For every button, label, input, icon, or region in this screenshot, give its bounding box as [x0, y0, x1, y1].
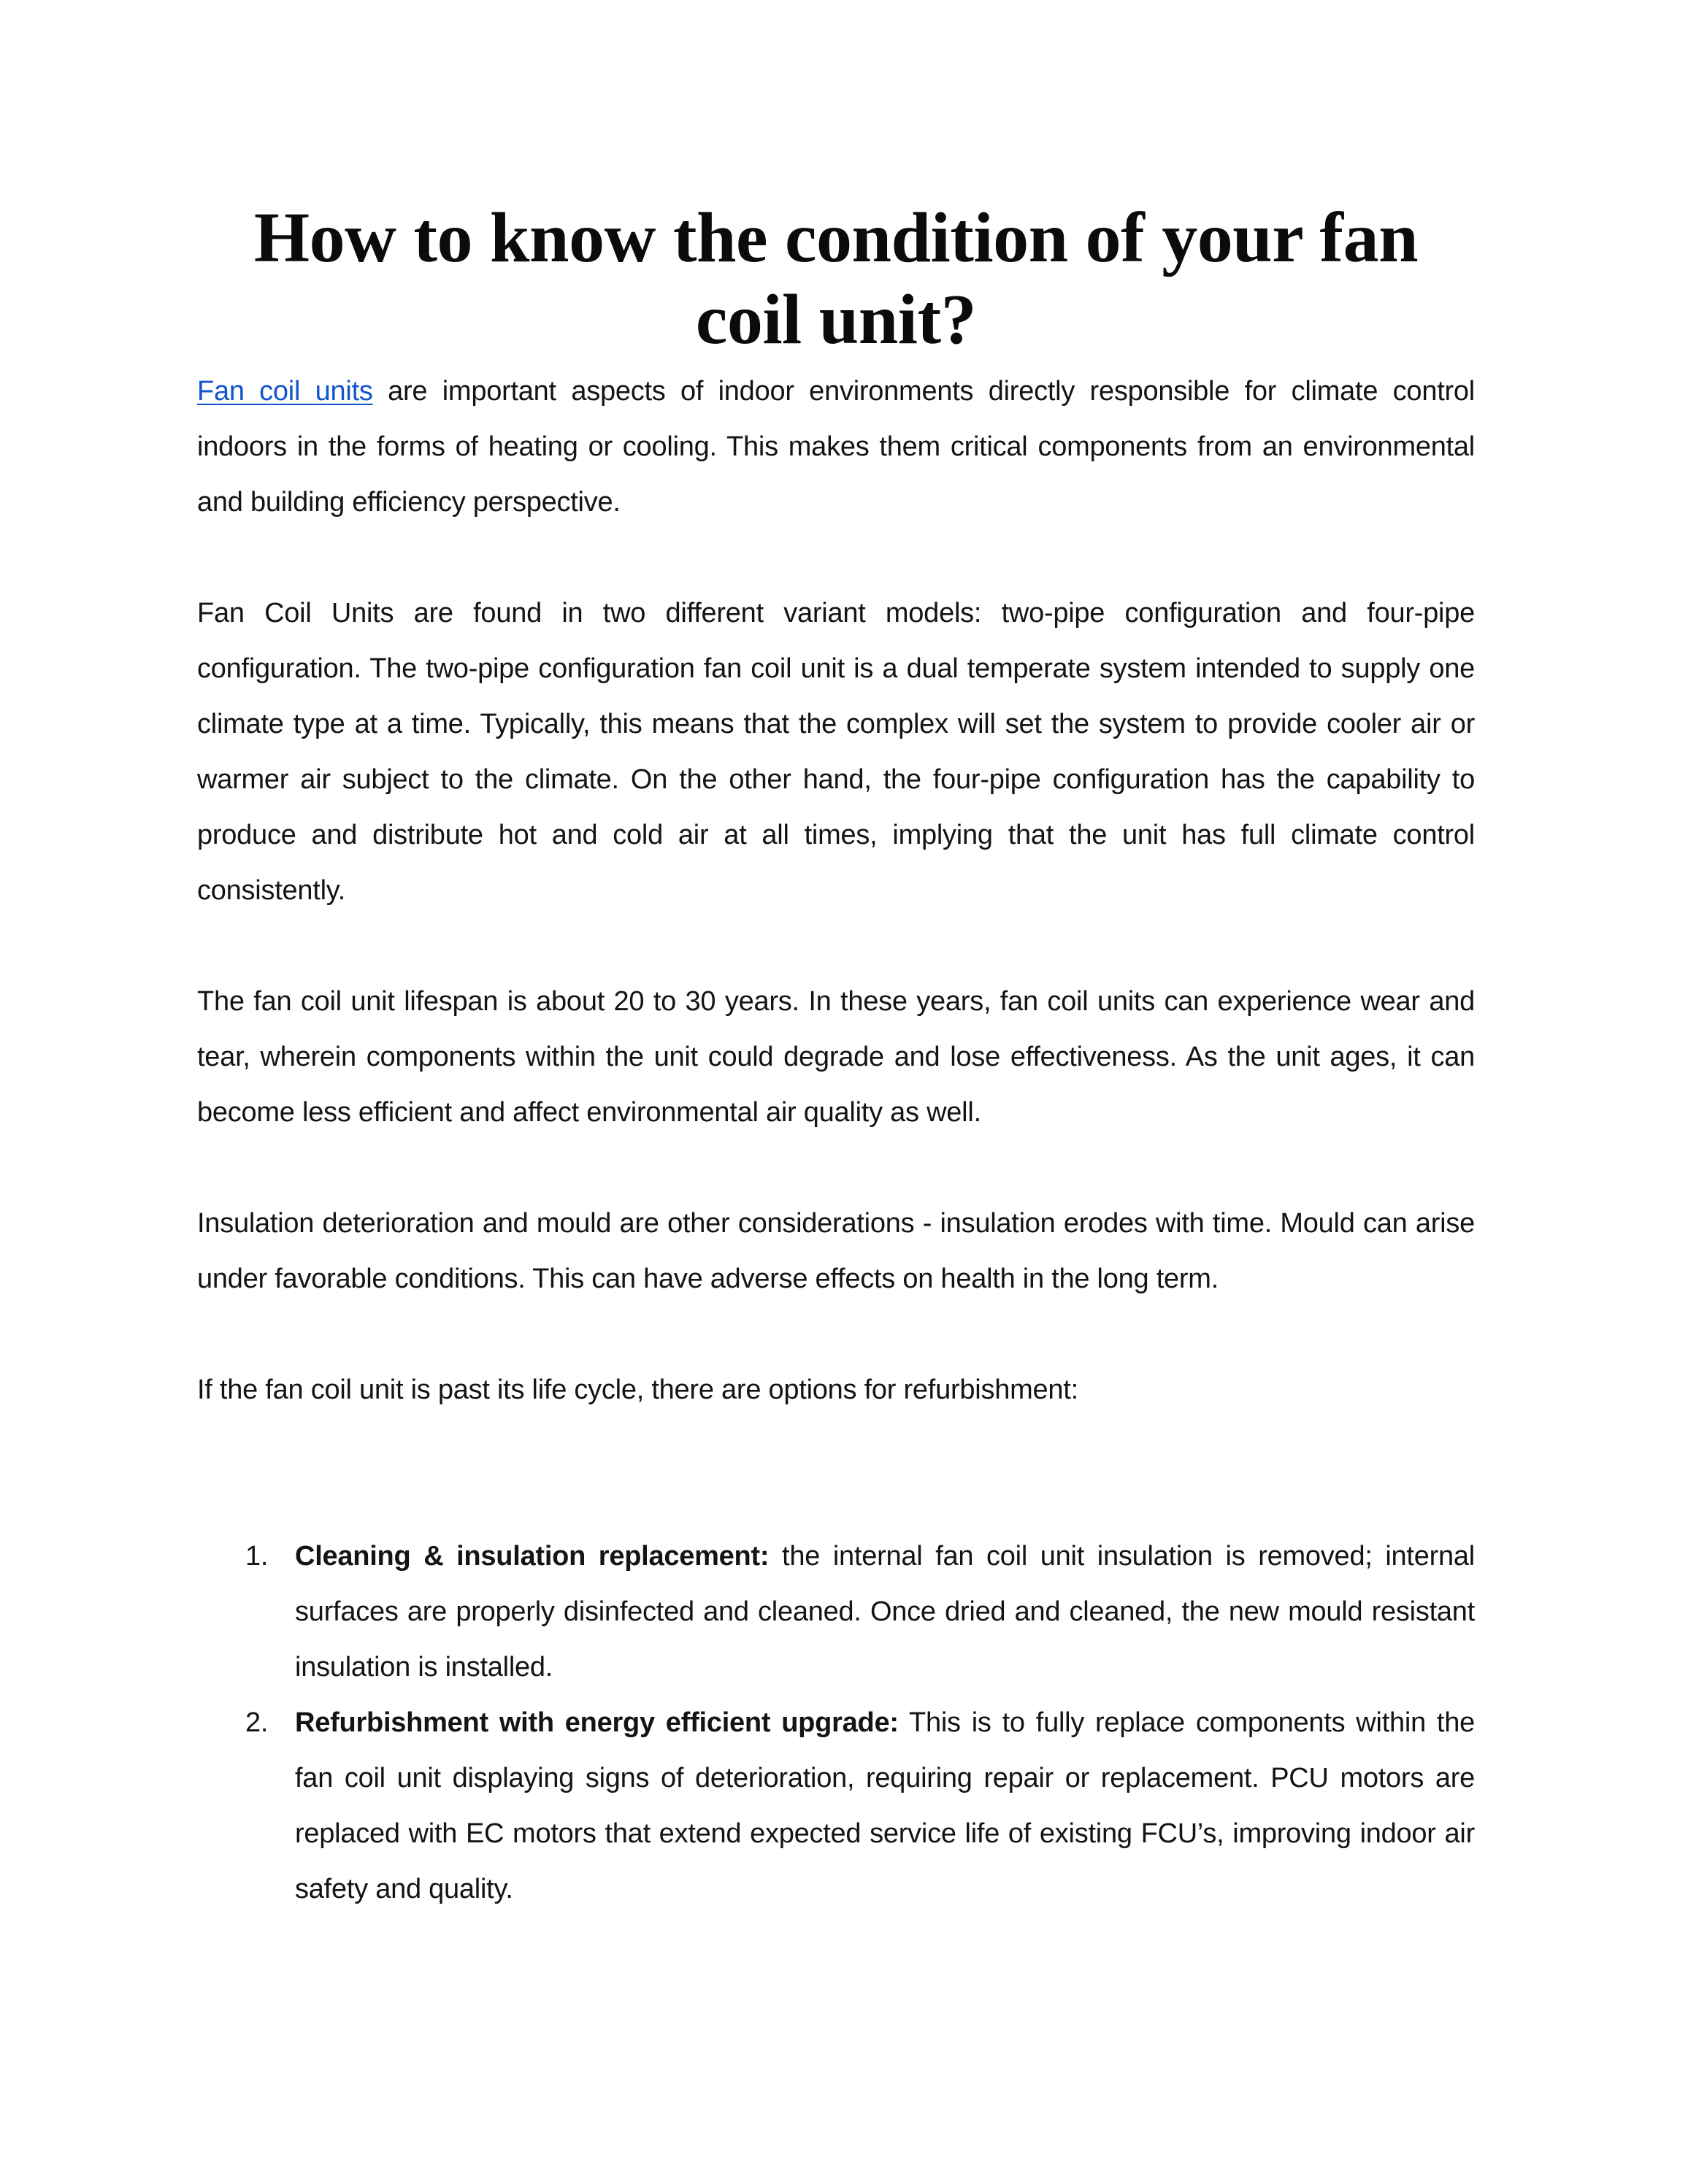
list-item-title: Refurbishment with energy efficient upgrade: — [295, 1707, 899, 1738]
document-content — [197, 197, 1475, 1917]
refurbishment-options-list — [197, 1529, 1475, 1917]
list-number: 1. — [245, 1541, 269, 1572]
variant-models-paragraph: Fan Coil Units are found in two different variant models: two-pipe configuration and four-pipe configuration. The two-pipe configuration fan coil unit is a dual temperate system intended to supply one climate type at a time. Typically, this means that the complex will set the system to provide cooler air or warmer air subject to the climate. On the other hand, the four-pipe configuration has the capability to produce and distribute hot and cold air at all times, implying that the unit has full climate control consistently. — [197, 598, 1475, 906]
insulation-mould-paragraph: Insulation deterioration and mould are other considerations - insulation erodes with time. Mould can arise under favorable conditions. This can have adverse effects on health in the long term. — [197, 1208, 1475, 1294]
list-item-energy-efficient-upgrade — [197, 1695, 1475, 1917]
paragraph-list-spacer — [197, 1418, 1475, 1529]
list-item-text: the internal fan coil unit insulation is removed; internal surfaces are properly disinfected and cleaned. Once dried and cleaned, the new mould resistant insulation is installed. — [295, 1541, 1475, 1683]
refurbishment-options-paragraph: If the fan coil unit is past its life cycle, there are options for refurbishment: — [197, 1374, 1078, 1405]
intro-paragraph — [197, 364, 1475, 530]
fan-coil-units-link[interactable]: Fan coil units — [197, 376, 373, 407]
page-title: How to know the condition of your fan coil unit? — [253, 199, 1419, 359]
list-item-cleaning-insulation — [197, 1529, 1475, 1695]
list-item-title: Cleaning & insulation replacement: — [295, 1541, 770, 1572]
lifespan-paragraph: The fan coil unit lifespan is about 20 to 30 years. In these years, fan coil units can experience wear and tear, wherein components within the unit could degrade and lose effectiveness. As the unit ages, it can become less efficient and affect environmental air quality as well. — [197, 986, 1475, 1128]
intro-paragraph-text: are important aspects of indoor environments directly responsible for climate control indoors in the forms of heating or cooling. This makes them critical components from an environmental and building efficiency perspective. — [197, 376, 1475, 518]
list-number: 2. — [245, 1707, 269, 1738]
list-item-text: This is to fully replace components within the fan coil unit displaying signs of deterioration, requiring repair or replacement. PCU motors are replaced with EC motors that extend expected service life of existing FCU’s, improving indoor air safety and quality. — [295, 1707, 1475, 1904]
